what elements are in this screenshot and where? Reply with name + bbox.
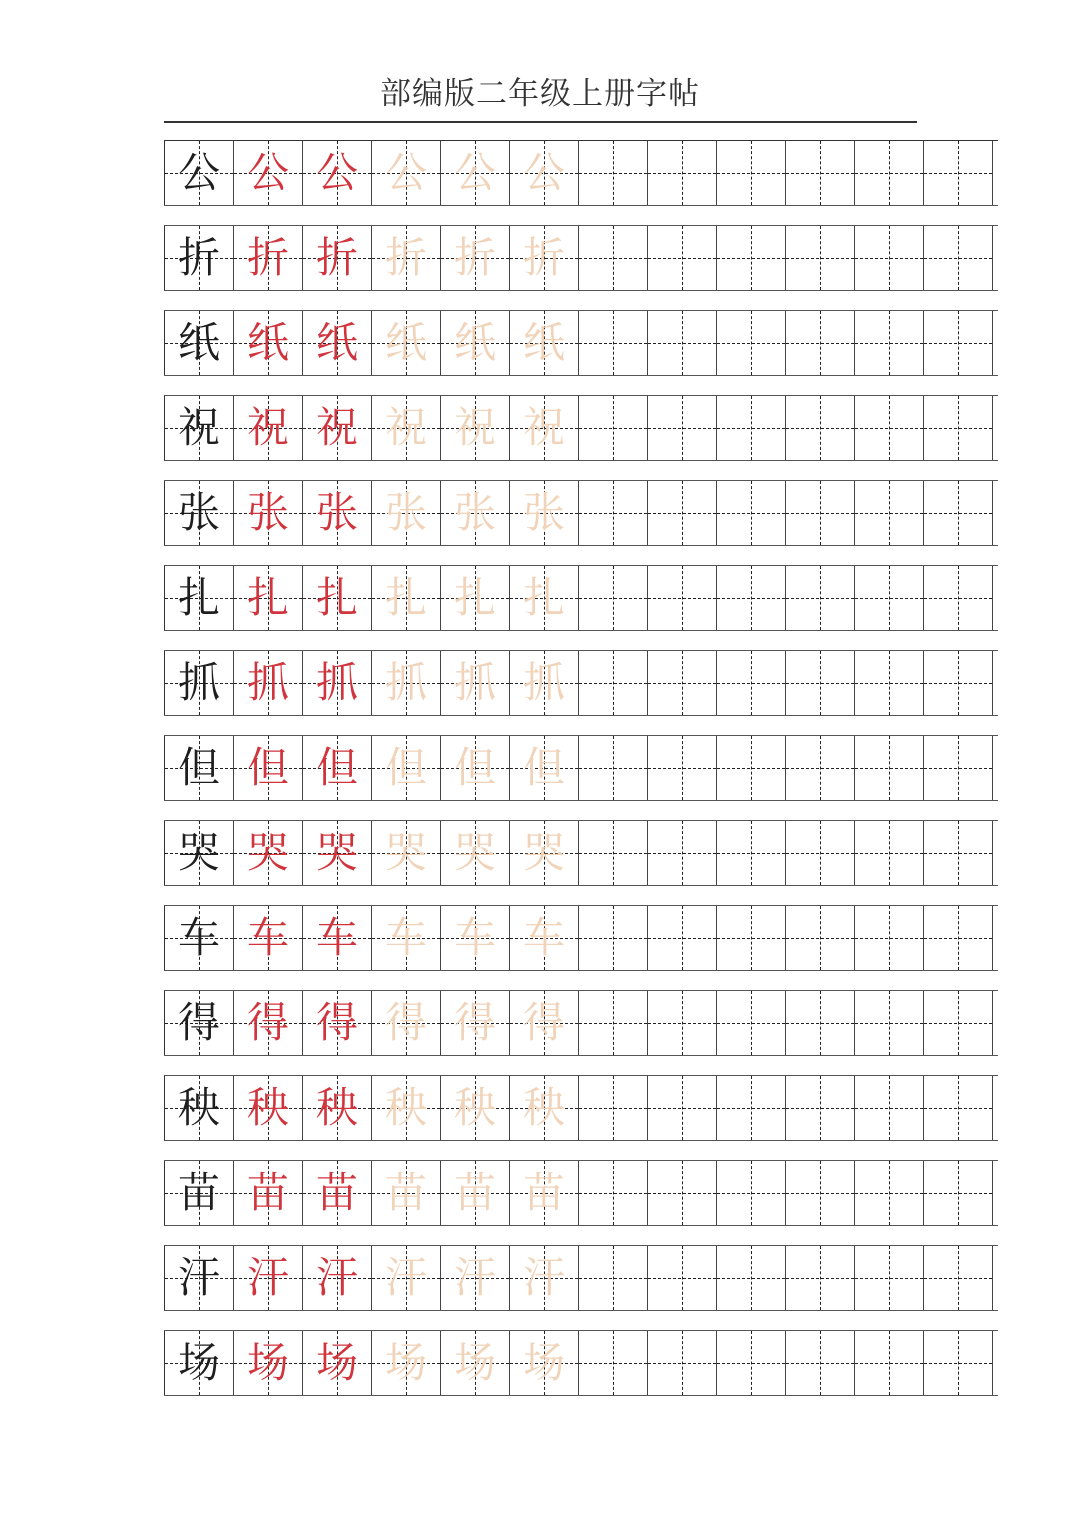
blank-writing-cell[interactable] [579,821,648,885]
trace-character: 纸 [522,318,565,367]
trace-cell [372,226,441,290]
blank-writing-cell[interactable] [855,311,924,375]
blank-writing-cell[interactable] [786,1161,855,1225]
trace-cell [510,311,579,375]
trace-cell [372,906,441,970]
practice-row [164,311,998,375]
red-example-cell [234,651,303,715]
model-character-cell [165,651,234,715]
practice-row [164,906,998,970]
blank-writing-cell[interactable] [717,396,786,460]
red-example-cell [234,906,303,970]
blank-writing-cell[interactable] [579,1076,648,1140]
model-character: 汗 [177,1253,220,1302]
model-character: 纸 [177,318,220,367]
red-example-cell [303,991,372,1055]
blank-writing-cell[interactable] [855,481,924,545]
trace-cell [510,1076,579,1140]
blank-writing-cell[interactable] [579,736,648,800]
trace-cell [441,1076,510,1140]
trace-cell [372,821,441,885]
trace-character: 折 [522,233,565,282]
red-example-character: 车 [315,913,358,962]
red-example-character: 秧 [315,1083,358,1132]
blank-writing-cell[interactable] [786,1246,855,1310]
trace-cell [372,1246,441,1310]
trace-character: 扎 [453,573,496,622]
red-example-cell [234,991,303,1055]
model-character: 祝 [177,403,220,452]
red-example-character: 汗 [315,1253,358,1302]
trace-cell [441,566,510,630]
trace-cell [441,311,510,375]
blank-writing-cell[interactable] [579,1331,648,1395]
trace-cell [441,396,510,460]
red-example-character: 场 [315,1338,358,1387]
trace-character: 抓 [453,658,496,707]
trace-character: 张 [522,488,565,537]
blank-writing-cell[interactable] [924,651,993,715]
trace-character: 折 [384,233,427,282]
blank-writing-cell[interactable] [786,991,855,1055]
model-character: 哭 [177,828,220,877]
red-example-cell [234,566,303,630]
blank-writing-cell[interactable] [717,311,786,375]
red-example-cell [303,396,372,460]
trace-character: 秧 [522,1083,565,1132]
blank-writing-cell[interactable] [786,226,855,290]
trace-character: 但 [453,743,496,792]
trace-character: 祝 [384,403,427,452]
model-character-cell [165,311,234,375]
blank-writing-cell[interactable] [579,1246,648,1310]
trace-character: 得 [384,998,427,1047]
blank-writing-cell[interactable] [855,141,924,205]
blank-writing-cell[interactable] [717,481,786,545]
model-character-cell [165,566,234,630]
red-example-character: 抓 [315,658,358,707]
model-character: 场 [177,1338,220,1387]
blank-writing-cell[interactable] [579,906,648,970]
practice-row [164,1331,998,1395]
blank-writing-cell[interactable] [924,736,993,800]
trace-cell [372,1076,441,1140]
trace-character: 纸 [384,318,427,367]
model-character: 但 [177,743,220,792]
blank-writing-cell[interactable] [924,1161,993,1225]
blank-writing-cell[interactable] [855,1331,924,1395]
blank-writing-cell[interactable] [717,1076,786,1140]
blank-writing-cell[interactable] [924,991,993,1055]
practice-grid [164,141,998,1416]
blank-writing-cell[interactable] [717,226,786,290]
trace-character: 哭 [522,828,565,877]
red-example-cell [303,566,372,630]
model-character-cell [165,141,234,205]
trace-character: 场 [384,1338,427,1387]
trace-character: 扎 [384,573,427,622]
blank-writing-cell[interactable] [648,991,717,1055]
red-example-character: 纸 [246,318,289,367]
red-example-character: 纸 [315,318,358,367]
page-title: 部编版二年级上册字帖 [380,76,700,112]
trace-cell [510,736,579,800]
trace-cell [510,566,579,630]
practice-row [164,141,998,205]
blank-writing-cell[interactable] [855,226,924,290]
red-example-character: 扎 [246,573,289,622]
red-example-character: 得 [315,998,358,1047]
model-character-cell [165,991,234,1055]
trace-cell [510,651,579,715]
trace-character: 苗 [522,1168,565,1217]
blank-writing-cell[interactable] [579,991,648,1055]
blank-writing-cell[interactable] [648,1331,717,1395]
blank-writing-cell[interactable] [786,141,855,205]
blank-writing-cell[interactable] [786,311,855,375]
blank-writing-cell[interactable] [855,906,924,970]
trace-cell [510,1331,579,1395]
practice-row [164,396,998,460]
trace-cell [441,1246,510,1310]
trace-character: 公 [453,148,496,197]
red-example-cell [234,1246,303,1310]
blank-writing-cell[interactable] [855,1076,924,1140]
trace-cell [441,821,510,885]
blank-writing-cell[interactable] [855,991,924,1055]
blank-writing-cell[interactable] [717,651,786,715]
trace-cell [510,1161,579,1225]
blank-writing-cell[interactable] [924,1246,993,1310]
blank-writing-cell[interactable] [717,1161,786,1225]
blank-writing-cell[interactable] [717,566,786,630]
blank-writing-cell[interactable] [717,1331,786,1395]
red-example-character: 汗 [246,1253,289,1302]
blank-writing-cell[interactable] [924,821,993,885]
trace-cell [441,481,510,545]
blank-writing-cell[interactable] [648,311,717,375]
model-character-cell [165,1331,234,1395]
trace-character: 哭 [384,828,427,877]
trace-cell [441,906,510,970]
model-character: 抓 [177,658,220,707]
model-character-cell [165,396,234,460]
model-character: 张 [177,488,220,537]
trace-cell [372,481,441,545]
model-character: 得 [177,998,220,1047]
blank-writing-cell[interactable] [786,906,855,970]
trace-character: 秧 [384,1083,427,1132]
model-character: 公 [177,148,220,197]
trace-cell [510,991,579,1055]
red-example-character: 公 [315,148,358,197]
red-example-cell [303,1331,372,1395]
trace-character: 张 [384,488,427,537]
trace-cell [441,226,510,290]
red-example-cell [303,906,372,970]
red-example-cell [303,1246,372,1310]
model-character-cell [165,906,234,970]
blank-writing-cell[interactable] [648,651,717,715]
blank-writing-cell[interactable] [648,736,717,800]
trace-cell [372,566,441,630]
blank-writing-cell[interactable] [855,821,924,885]
blank-writing-cell[interactable] [579,226,648,290]
blank-writing-cell[interactable] [924,396,993,460]
blank-writing-cell[interactable] [717,906,786,970]
blank-writing-cell[interactable] [924,226,993,290]
practice-row [164,991,998,1055]
practice-row [164,481,998,545]
trace-character: 车 [453,913,496,962]
blank-writing-cell[interactable] [717,1246,786,1310]
red-example-character: 哭 [315,828,358,877]
red-example-character: 场 [246,1338,289,1387]
practice-row [164,226,998,290]
blank-writing-cell[interactable] [786,1331,855,1395]
blank-writing-cell[interactable] [579,141,648,205]
blank-writing-cell[interactable] [579,311,648,375]
trace-character: 哭 [453,828,496,877]
blank-writing-cell[interactable] [648,226,717,290]
blank-writing-cell[interactable] [717,821,786,885]
trace-character: 扎 [522,573,565,622]
trace-cell [372,651,441,715]
trace-cell [510,1246,579,1310]
red-example-character: 折 [246,233,289,282]
model-character-cell [165,736,234,800]
red-example-cell [234,821,303,885]
trace-character: 场 [453,1338,496,1387]
trace-cell [441,1331,510,1395]
red-example-character: 扎 [315,573,358,622]
blank-writing-cell[interactable] [579,566,648,630]
model-character-cell [165,481,234,545]
red-example-character: 张 [315,488,358,537]
red-example-cell [303,226,372,290]
red-example-cell [303,311,372,375]
trace-character: 秧 [453,1083,496,1132]
red-example-cell [303,821,372,885]
model-character: 苗 [177,1168,220,1217]
practice-row [164,821,998,885]
red-example-cell [234,481,303,545]
trace-character: 张 [453,488,496,537]
model-character-cell [165,1076,234,1140]
red-example-character: 祝 [315,403,358,452]
blank-writing-cell[interactable] [855,651,924,715]
red-example-character: 祝 [246,403,289,452]
red-example-cell [303,736,372,800]
practice-row [164,1246,998,1310]
trace-cell [441,736,510,800]
red-example-cell [303,481,372,545]
red-example-cell [303,141,372,205]
trace-character: 但 [384,743,427,792]
red-example-character: 张 [246,488,289,537]
blank-writing-cell[interactable] [648,1076,717,1140]
blank-writing-cell[interactable] [648,906,717,970]
trace-character: 祝 [453,403,496,452]
blank-writing-cell[interactable] [786,736,855,800]
blank-writing-cell[interactable] [579,396,648,460]
red-example-cell [234,1161,303,1225]
model-character-cell [165,821,234,885]
model-character: 秧 [177,1083,220,1132]
blank-writing-cell[interactable] [648,566,717,630]
blank-writing-cell[interactable] [786,396,855,460]
trace-character: 抓 [522,658,565,707]
trace-cell [372,1161,441,1225]
trace-character: 祝 [522,403,565,452]
trace-character: 苗 [384,1168,427,1217]
trace-cell [441,991,510,1055]
trace-character: 车 [384,913,427,962]
red-example-character: 哭 [246,828,289,877]
trace-character: 抓 [384,658,427,707]
red-example-cell [234,311,303,375]
red-example-cell [234,396,303,460]
blank-writing-cell[interactable] [924,1331,993,1395]
model-character-cell [165,1246,234,1310]
red-example-cell [234,736,303,800]
blank-writing-cell[interactable] [924,311,993,375]
blank-writing-cell[interactable] [717,736,786,800]
blank-writing-cell[interactable] [648,481,717,545]
red-example-character: 苗 [315,1168,358,1217]
blank-writing-cell[interactable] [786,566,855,630]
practice-row [164,651,998,715]
blank-writing-cell[interactable] [786,821,855,885]
trace-cell [510,821,579,885]
trace-cell [372,1331,441,1395]
red-example-character: 抓 [246,658,289,707]
trace-character: 公 [522,148,565,197]
model-character-cell [165,1161,234,1225]
blank-writing-cell[interactable] [855,736,924,800]
red-example-character: 折 [315,233,358,282]
model-character: 折 [177,233,220,282]
red-example-character: 但 [246,743,289,792]
blank-writing-cell[interactable] [786,481,855,545]
trace-character: 纸 [453,318,496,367]
red-example-character: 苗 [246,1168,289,1217]
blank-writing-cell[interactable] [648,821,717,885]
trace-cell [372,396,441,460]
blank-writing-cell[interactable] [579,481,648,545]
model-character: 车 [177,913,220,962]
trace-character: 车 [522,913,565,962]
trace-cell [441,141,510,205]
red-example-character: 公 [246,148,289,197]
trace-character: 汗 [453,1253,496,1302]
red-example-character: 但 [315,743,358,792]
practice-row [164,1076,998,1140]
model-character: 扎 [177,573,220,622]
trace-cell [372,311,441,375]
blank-writing-cell[interactable] [579,651,648,715]
trace-cell [372,141,441,205]
trace-character: 得 [522,998,565,1047]
trace-character: 公 [384,148,427,197]
blank-writing-cell[interactable] [855,1246,924,1310]
blank-writing-cell[interactable] [924,1076,993,1140]
practice-row [164,566,998,630]
trace-character: 汗 [522,1253,565,1302]
blank-writing-cell[interactable] [924,481,993,545]
red-example-cell [303,1161,372,1225]
trace-cell [441,1161,510,1225]
model-character-cell [165,226,234,290]
trace-character: 场 [522,1338,565,1387]
red-example-character: 车 [246,913,289,962]
red-example-character: 秧 [246,1083,289,1132]
trace-cell [441,651,510,715]
blank-writing-cell[interactable] [924,906,993,970]
blank-writing-cell[interactable] [855,1161,924,1225]
blank-writing-cell[interactable] [648,141,717,205]
practice-row [164,1161,998,1225]
blank-writing-cell[interactable] [648,396,717,460]
blank-writing-cell[interactable] [717,991,786,1055]
red-example-cell [234,1331,303,1395]
trace-cell [510,481,579,545]
blank-writing-cell[interactable] [648,1246,717,1310]
blank-writing-cell[interactable] [648,1161,717,1225]
trace-cell [372,991,441,1055]
trace-cell [510,226,579,290]
red-example-cell [234,1076,303,1140]
red-example-character: 得 [246,998,289,1047]
trace-cell [510,396,579,460]
trace-character: 但 [522,743,565,792]
blank-writing-cell[interactable] [717,141,786,205]
red-example-cell [303,651,372,715]
blank-writing-cell[interactable] [786,651,855,715]
blank-writing-cell[interactable] [786,1076,855,1140]
practice-row [164,736,998,800]
red-example-cell [234,226,303,290]
trace-character: 苗 [453,1168,496,1217]
blank-writing-cell[interactable] [924,141,993,205]
red-example-cell [303,1076,372,1140]
trace-character: 得 [453,998,496,1047]
trace-character: 汗 [384,1253,427,1302]
red-example-cell [234,141,303,205]
trace-cell [510,141,579,205]
blank-writing-cell[interactable] [924,566,993,630]
title-underline [164,121,917,123]
blank-writing-cell[interactable] [855,566,924,630]
blank-writing-cell[interactable] [855,396,924,460]
blank-writing-cell[interactable] [579,1161,648,1225]
trace-cell [372,736,441,800]
trace-character: 折 [453,233,496,282]
trace-cell [510,906,579,970]
